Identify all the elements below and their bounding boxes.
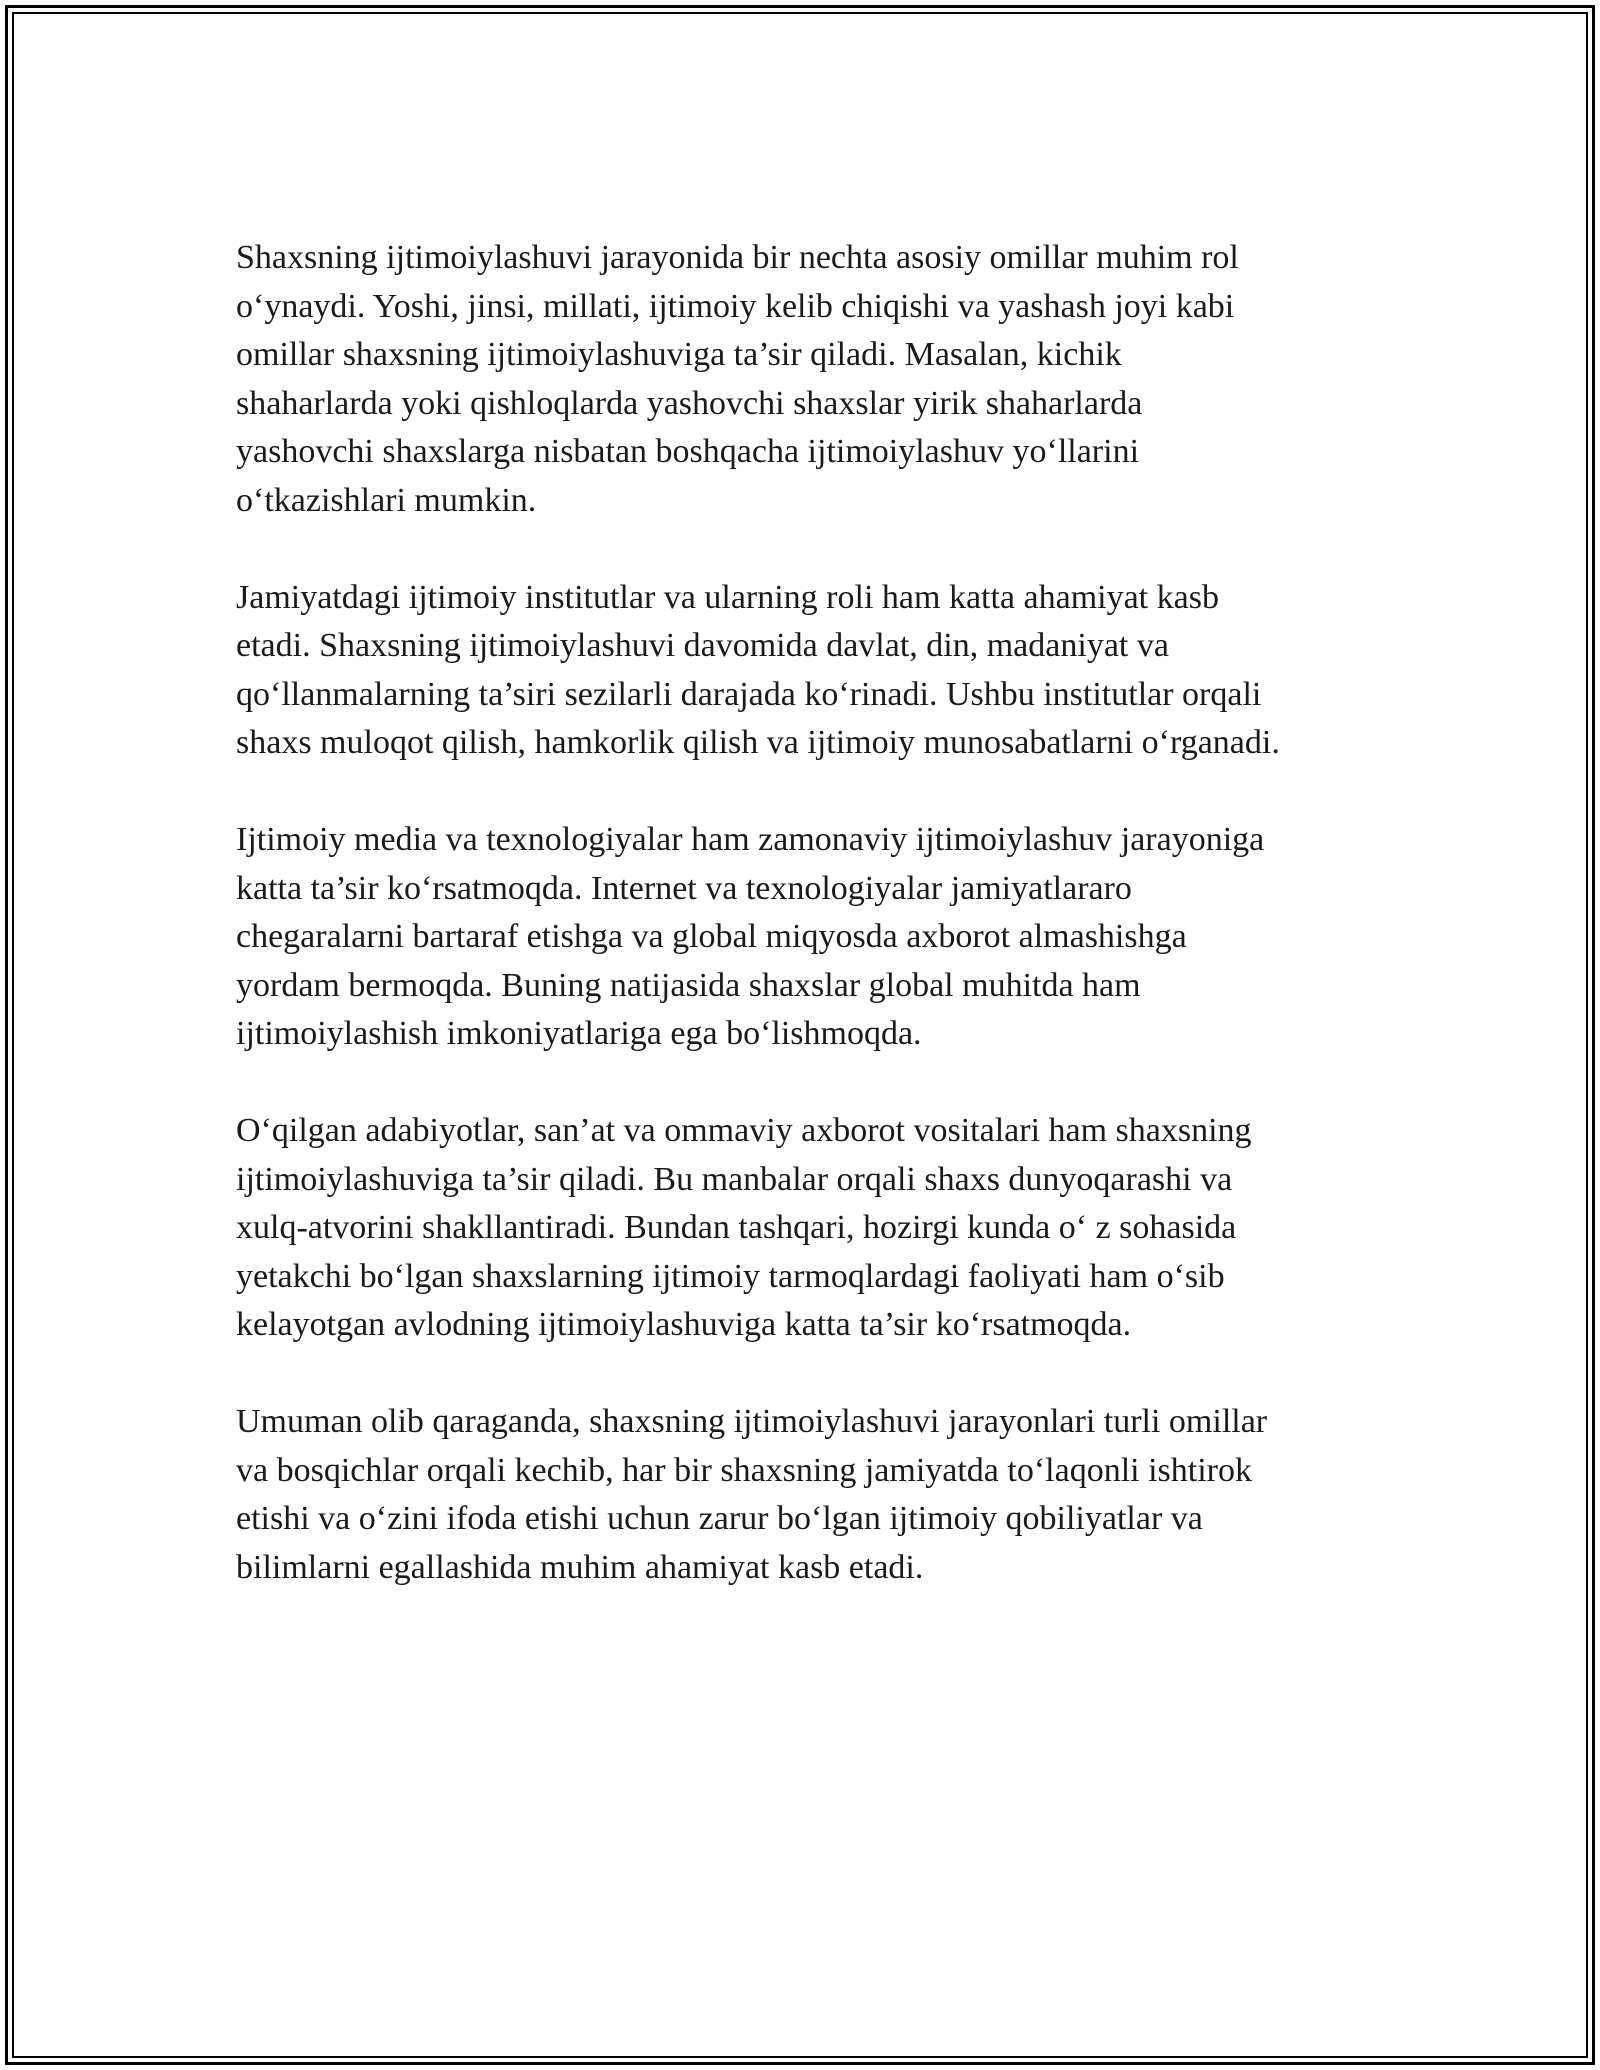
paragraph-2: Jamiyatdagi ijtimoiy institutlar va ularning roli ham katta ahamiyat kasb etadi. Shaxsning ijtimoiylashuvi davomida davlat, din, madaniyat va qo‘llanmalarning ta’siri sezilarli darajada ko‘rinadi. Ushbu institutlar orqali shaxs muloqot qilish, hamkorlik qilish va ijtimoiy munosabatlarni o‘rganadi. — [236, 578, 1280, 761]
paragraph-5: Umuman olib qaraganda, shaxsning ijtimoiylashuvi jarayonlari turli omillar va bosqichlar orqali kechib, har bir shaxsning jamiyatda to‘laqonli ishtirok etishi va o‘zini ifoda etishi uchun zarur bo‘lgan ijtimoiy qobiliyatlar va bilimlarni egallashida muhim ahamiyat kasb etadi. — [236, 1403, 1268, 1586]
paragraph-3: Ijtimoiy media va texnologiyalar ham zamonaviy ijtimoiylashuv jarayoniga katta ta’sir ko‘rsatmoqda. Internet va texnologiyalar jamiyatlararo chegaralarni bartaraf etishga va global miqyosda axborot almashishga yordam bermoqda. Buning natijasida shaxslar global muhitda ham ijtimoiylashish imkoniyatlariga ega bo‘lishmoqda. — [236, 821, 1265, 1052]
document-body — [236, 234, 1386, 1641]
paragraph-1: Shaxsning ijtimoiylashuvi jarayonida bir nechta asosiy omillar muhim rol o‘ynaydi. Yoshi, jinsi, millati, ijtimoiy kelib chiqishi va yashash joyi kabi omillar shaxsning ijtimoiylashuviga ta’sir qiladi. Masalan, kichik shaharlarda yoki qishloqlarda yashovchi shaxslar yirik shaharlarda yashovchi shaxslarga nisbatan boshqacha ijtimoiylashuv yo‘llarini o‘tkazishlari mumkin. — [236, 239, 1239, 519]
paragraph-4: O‘qilgan adabiyotlar, san’at va ommaviy axborot vositalari ham shaxsning ijtimoiylashuviga ta’sir qiladi. Bu manbalar orqali shaxs dunyoqarashi va xulq-atvorini shakllantiradi. Bundan tashqari, hozirgi kunda o‘ z sohasida yetakchi bo‘lgan shaxslarning ijtimoiy tarmoqlardagi faoliyati ham o‘sib kelayotgan avlodning ijtimoiylashuviga katta ta’sir ko‘rsatmoqda. — [236, 1112, 1252, 1343]
